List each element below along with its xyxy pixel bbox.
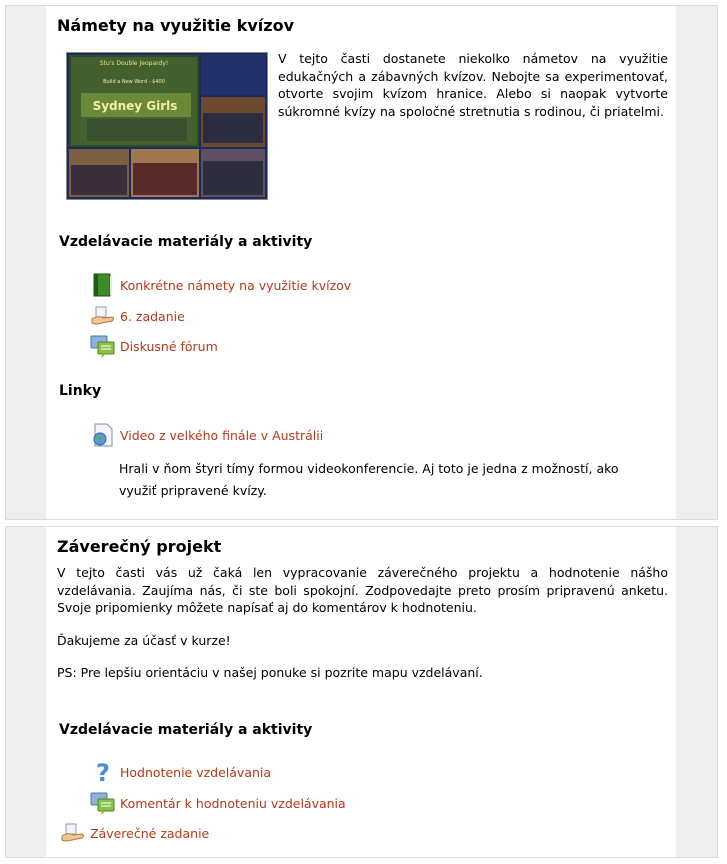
links-heading: Linky [59, 383, 102, 399]
activity-video-link[interactable] [90, 422, 323, 448]
materials-heading: Vzdelávacie materiály a aktivity [59, 722, 313, 738]
section-right-gutter [676, 527, 717, 857]
collage-sub-text: Build a New Word - $400 [103, 79, 165, 85]
course-section-quiz-ideas [5, 5, 718, 520]
activity-link[interactable]: 6. zadanie [120, 308, 185, 324]
section-left-gutter [6, 527, 46, 857]
activity-link[interactable]: Video z velkého finále v Austrálii [120, 427, 324, 443]
activity-discussion-forum[interactable] [90, 333, 218, 359]
assignment-hand-icon [90, 303, 116, 329]
collage-team-text: Sydney Girls [92, 99, 178, 113]
activity-link[interactable]: Konkrétne námety na využitie kvízov [120, 277, 352, 293]
section-left-gutter [6, 6, 46, 519]
web-page-icon [90, 422, 116, 448]
course-section-final-project [5, 526, 718, 858]
assignment-hand-icon [60, 820, 86, 846]
section-title: Záverečný projekt [57, 537, 222, 556]
activity-link[interactable]: Záverečné zadanie [90, 825, 210, 841]
activity-link[interactable]: Komentár k hodnoteniu vzdelávania [120, 795, 346, 811]
activity-final-assignment[interactable] [60, 820, 209, 846]
svg-text:?: ? [96, 759, 110, 785]
thanks-text: Ďakujeme za účasť v kurze! [57, 633, 231, 648]
activity-assignment-6[interactable] [90, 303, 185, 329]
section-right-gutter [676, 6, 717, 519]
section-intro-text: V tejto časti vás už čaká len vypracovanie záverečného projektu a hodnotenie nášho vzdelávania. Zaujíma nás, či ste boli spokojní. Zodpovedajte preto prosím pripravenú anketu. Svoje pripomienky môžete napísať aj do komentárov k hodnoteniu. [57, 565, 668, 615]
activity-quiz-ideas[interactable] [90, 272, 351, 298]
link-description: Hrali v ňom štyri tímy formou videokonferencie. Aj toto je jedna z možností, ako využiť pripravené kvízy. [119, 461, 619, 498]
question-icon [90, 759, 116, 785]
section-intro-text: V tejto časti dostanete niekolko námetov na využitie edukačných a zábavných kvízov. Nebojte sa experimentovať, otvorte svojim kvízom hranice. Alebo si naopak vytvorte súkromné kvízy na spoločné stretnutia s rodinou, či priatelmi. [278, 51, 668, 119]
activity-evaluation-comment[interactable] [90, 790, 346, 816]
collage-banner-text: Stu's Double Jeopardy! [99, 60, 169, 67]
materials-heading: Vzdelávacie materiály a aktivity [59, 234, 313, 250]
activity-course-evaluation[interactable] [90, 759, 271, 785]
ps-text: PS: Pre lepšiu orientáciu v našej ponuke si pozrite mapu vzdelávaní. [57, 665, 483, 680]
activity-link[interactable]: Diskusné fórum [120, 338, 218, 354]
book-icon [90, 272, 116, 298]
quiz-photo-collage [66, 52, 268, 200]
activity-link[interactable]: Hodnotenie vzdelávania [120, 764, 272, 780]
forum-icon [90, 333, 116, 359]
section-title: Námety na využitie kvízov [57, 16, 295, 35]
forum-icon [90, 790, 116, 816]
